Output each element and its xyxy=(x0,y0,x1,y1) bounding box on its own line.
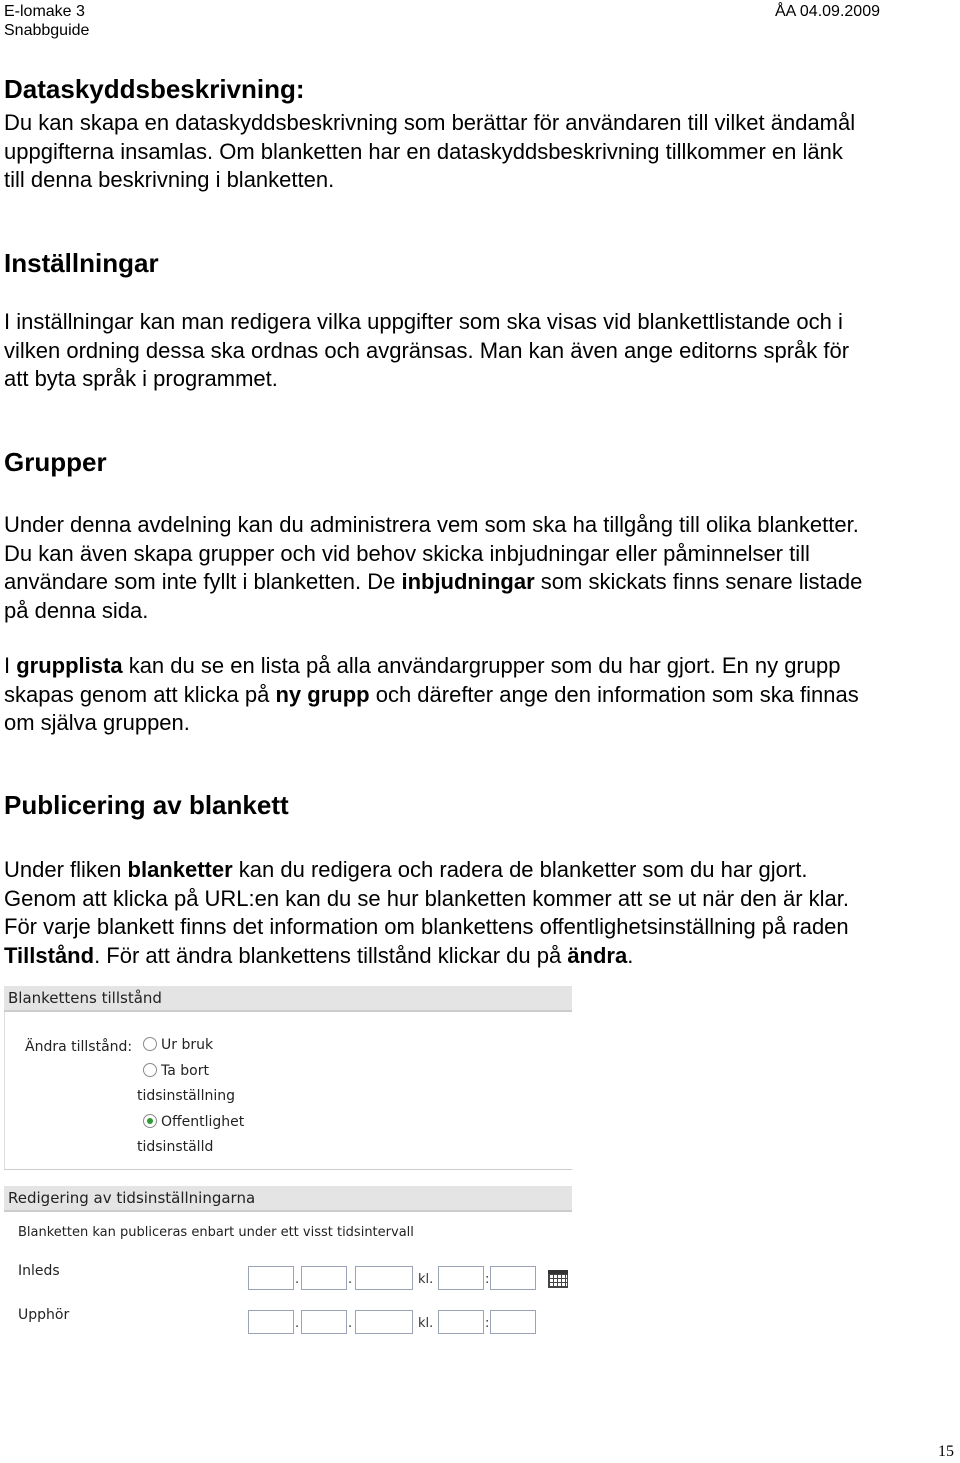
end-month-input[interactable] xyxy=(301,1310,347,1334)
text-line: uppgifterna insamlas. Om blanketten har en dataskyddsbeskrivning tillkommer en länk xyxy=(4,138,843,164)
term-ny-grupp: ny grupp xyxy=(275,681,370,707)
text-line: skapas genom att klicka på ny grupp och därefter ange den information som ska finnas xyxy=(4,681,859,707)
text-line: användare som inte fyllt i blanketten. De inbjudningar som skickats finns senare listade xyxy=(4,569,863,594)
document-subtitle: Snabbguide xyxy=(4,22,90,39)
timing-info: Blanketten kan publiceras enbart under ett visst tidsintervall xyxy=(18,1225,414,1240)
radio-ur-bruk[interactable] xyxy=(143,1037,157,1051)
calendar-icon[interactable] xyxy=(548,1270,568,1288)
option-offentlighet[interactable] xyxy=(143,1113,244,1131)
term-grupplista: grupplista xyxy=(16,653,123,678)
term-tillstand: Tillstånd xyxy=(4,942,95,968)
text-line: Under fliken blanketter kan du redigera och radera de blanketter som du har gjort. xyxy=(4,857,808,882)
text-line: För varje blankett finns det information om blankettens offentlighetsinställning på raden xyxy=(4,914,849,939)
start-month-input[interactable] xyxy=(301,1266,347,1290)
start-minute-input[interactable] xyxy=(490,1266,536,1290)
text-line: på denna sida. xyxy=(4,597,149,623)
separator: : xyxy=(485,1316,490,1331)
state-panel-title: Blankettens tillstånd xyxy=(4,986,572,1012)
text-line: att byta språk i programmet. xyxy=(4,366,278,391)
text-line: Tillstånd. För att ändra blankettens tillstånd klickar du på ändra. xyxy=(4,942,634,968)
option-label: Offentlighet xyxy=(161,1114,245,1130)
option-label: Ur bruk xyxy=(161,1037,214,1053)
term-inbjudningar: inbjudningar xyxy=(401,569,535,594)
end-year-input[interactable] xyxy=(355,1310,413,1334)
end-hour-input[interactable] xyxy=(438,1310,484,1334)
text-line: till denna beskrivning i blanketten. xyxy=(4,167,335,192)
option-ta-bort[interactable] xyxy=(143,1062,209,1080)
state-panel-screenshot xyxy=(4,986,572,1172)
text-line: Du kan skapa en dataskyddsbeskrivning som berättar för användaren till vilket ändamål xyxy=(4,110,856,135)
paragraph-publicering xyxy=(4,856,954,970)
option-ur-bruk[interactable] xyxy=(143,1036,213,1054)
start-label: Inleds xyxy=(18,1263,60,1279)
text-line: om själva gruppen. xyxy=(4,710,190,735)
text-line: vilken ordning dessa ska ordnas och avgränsas. Man kan även ange editorns språk för xyxy=(4,337,850,363)
start-year-input[interactable] xyxy=(355,1266,413,1290)
option-ta-bort-suffix: tidsinställning xyxy=(137,1088,235,1104)
option-label: Ta bort xyxy=(161,1063,209,1079)
radio-offentlighet[interactable] xyxy=(143,1114,157,1128)
separator: . xyxy=(348,1272,353,1287)
document-date: ÅA 04.09.2009 xyxy=(775,3,880,20)
heading-dataskydd: Dataskyddsbeskrivning: xyxy=(4,74,305,104)
text-line: I grupplista kan du se en lista på alla användargrupper som du har gjort. En ny grupp xyxy=(4,653,841,678)
document-title: E-lomake 3 xyxy=(4,3,85,20)
timing-panel-title: Redigering av tidsinställningarna xyxy=(4,1186,572,1212)
timing-panel-body xyxy=(4,1212,572,1346)
start-hour-input[interactable] xyxy=(438,1266,484,1290)
paragraph-installningar xyxy=(4,308,954,394)
text-line: Genom att klicka på URL:en kan du se hur blanketten kommer att se ut när den är klar. xyxy=(4,885,849,911)
document-header xyxy=(4,2,89,40)
option-offentlighet-suffix: tidsinställd xyxy=(137,1139,214,1155)
separator: . xyxy=(348,1316,353,1331)
end-label: Upphör xyxy=(18,1307,70,1323)
term-blanketter: blanketter xyxy=(127,857,233,882)
heading-installningar: Inställningar xyxy=(4,248,159,278)
change-state-label: Ändra tillstånd: xyxy=(25,1039,133,1055)
text-line: Du kan även skapa grupper och vid behov skicka inbjudningar eller påminnelser till xyxy=(4,540,810,566)
heading-grupper: Grupper xyxy=(4,447,107,477)
heading-publicering: Publicering av blankett xyxy=(4,790,289,820)
text-line: I inställningar kan man redigera vilka uppgifter som ska visas vid blankettlistande och i xyxy=(4,309,843,334)
end-day-input[interactable] xyxy=(248,1310,294,1334)
text-line: Under denna avdelning kan du administrera vem som ska ha tillgång till olika blanketter. xyxy=(4,512,859,537)
paragraph-dataskydd xyxy=(4,109,954,195)
paragraph-grupper-2 xyxy=(4,652,954,738)
start-day-input[interactable] xyxy=(248,1266,294,1290)
paragraph-grupper-1 xyxy=(4,511,954,625)
kl-label: kl. xyxy=(418,1316,434,1331)
separator: . xyxy=(295,1272,300,1287)
separator: : xyxy=(485,1272,490,1287)
end-minute-input[interactable] xyxy=(490,1310,536,1334)
separator: . xyxy=(295,1316,300,1331)
state-panel-body xyxy=(4,1012,572,1170)
term-andra: ändra xyxy=(567,942,628,968)
radio-ta-bort[interactable] xyxy=(143,1063,157,1077)
kl-label: kl. xyxy=(418,1272,434,1287)
timing-panel-screenshot xyxy=(4,1186,572,1346)
page-number: 15 xyxy=(938,1443,954,1460)
